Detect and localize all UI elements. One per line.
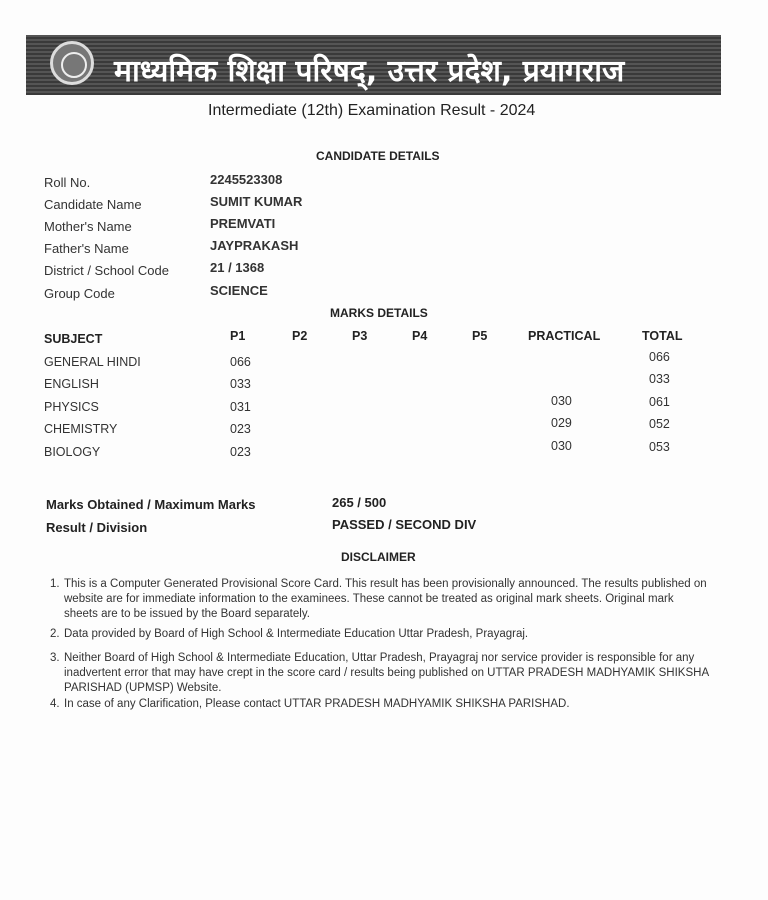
board-seal-icon [50,41,94,85]
item-number: 1. [50,578,60,590]
item-number: 3. [50,652,60,664]
subject-name: PHYSICS [44,400,99,414]
result-label: Result / Division [46,520,148,535]
item-text: This is a Computer Generated Provisional Score Card. This result has been provisionally announced. The results published on website are for immediate information to the examinees. These cannot be treated as original mark sheets. Original mark sheets are to be issued by the Board separately. [64,578,707,620]
mark-cell: 030 [551,439,572,453]
column-header: P2 [292,329,308,343]
mark-cell: 030 [551,394,572,408]
subject-name: BIOLOGY [44,445,101,459]
mark-cell: 023 [230,445,251,459]
item-text: In case of any Clarification, Please contact UTTAR PRADESH MADHYAMIK SHIKSHA PARISHAD. [64,698,570,710]
disclaimer-item [50,697,710,712]
column-header: P4 [412,329,428,343]
field-label: Roll No. [44,175,91,190]
field-value: PREMVATI [210,216,276,231]
field-value: JAYPRAKASH [210,238,299,253]
disclaimer-item [50,651,710,696]
field-label: District / School Code [44,263,169,278]
mark-cell: 033 [649,372,670,386]
field-value: SCIENCE [210,283,268,298]
board-name-hindi: माध्यमिक शिक्षा परिषद्, उत्तर प्रदेश, प्रयागराज [114,54,625,89]
disclaimer-item [50,577,710,622]
field-value: SUMIT KUMAR [210,194,303,209]
disclaimer-heading: DISCLAIMER [341,550,416,564]
column-header: TOTAL [642,329,683,343]
field-label: Father's Name [44,241,129,256]
field-label: Group Code [44,286,115,301]
marks-obtained-label: Marks Obtained / Maximum Marks [46,497,256,512]
field-value: 2245523308 [210,172,283,187]
field-value: 21 / 1368 [210,260,265,275]
field-label: Mother's Name [44,219,132,234]
mark-cell: 033 [230,377,251,391]
marks-obtained-value: 265 / 500 [332,495,387,510]
column-header: SUBJECT [44,332,103,346]
disclaimer-item [50,627,710,642]
item-text: Data provided by Board of High School & Intermediate Education Uttar Pradesh, Prayagraj. [64,628,529,640]
item-number: 4. [50,698,60,710]
subject-name: ENGLISH [44,377,99,391]
subject-name: GENERAL HINDI [44,355,141,369]
mark-cell: 031 [230,400,251,414]
column-header: PRACTICAL [528,329,601,343]
header-banner [26,35,721,95]
mark-cell: 023 [230,422,251,436]
column-header: P5 [472,329,488,343]
subject-name: CHEMISTRY [44,422,118,436]
field-label: Candidate Name [44,197,142,212]
mark-cell: 066 [230,355,251,369]
column-header: P1 [230,329,246,343]
item-number: 2. [50,628,60,640]
item-text: Neither Board of High School & Intermediate Education, Uttar Pradesh, Prayagraj nor service provider is responsible for any inadvertent error that may have crept in the score card / results being published on UTTAR PRADESH MADHYAMIK SHIKSHA PARISHAD (UPMSP) Website. [64,652,709,694]
marks-details-heading: MARKS DETAILS [330,306,428,320]
result-value: PASSED / SECOND DIV [332,517,477,532]
column-header: P3 [352,329,368,343]
mark-cell: 053 [649,440,670,454]
mark-cell: 061 [649,395,670,409]
candidate-details-heading: CANDIDATE DETAILS [316,149,440,163]
mark-cell: 066 [649,350,670,364]
mark-cell: 029 [551,416,572,430]
mark-cell: 052 [649,417,670,431]
document-title: Intermediate (12th) Examination Result - 2024 [208,102,536,119]
